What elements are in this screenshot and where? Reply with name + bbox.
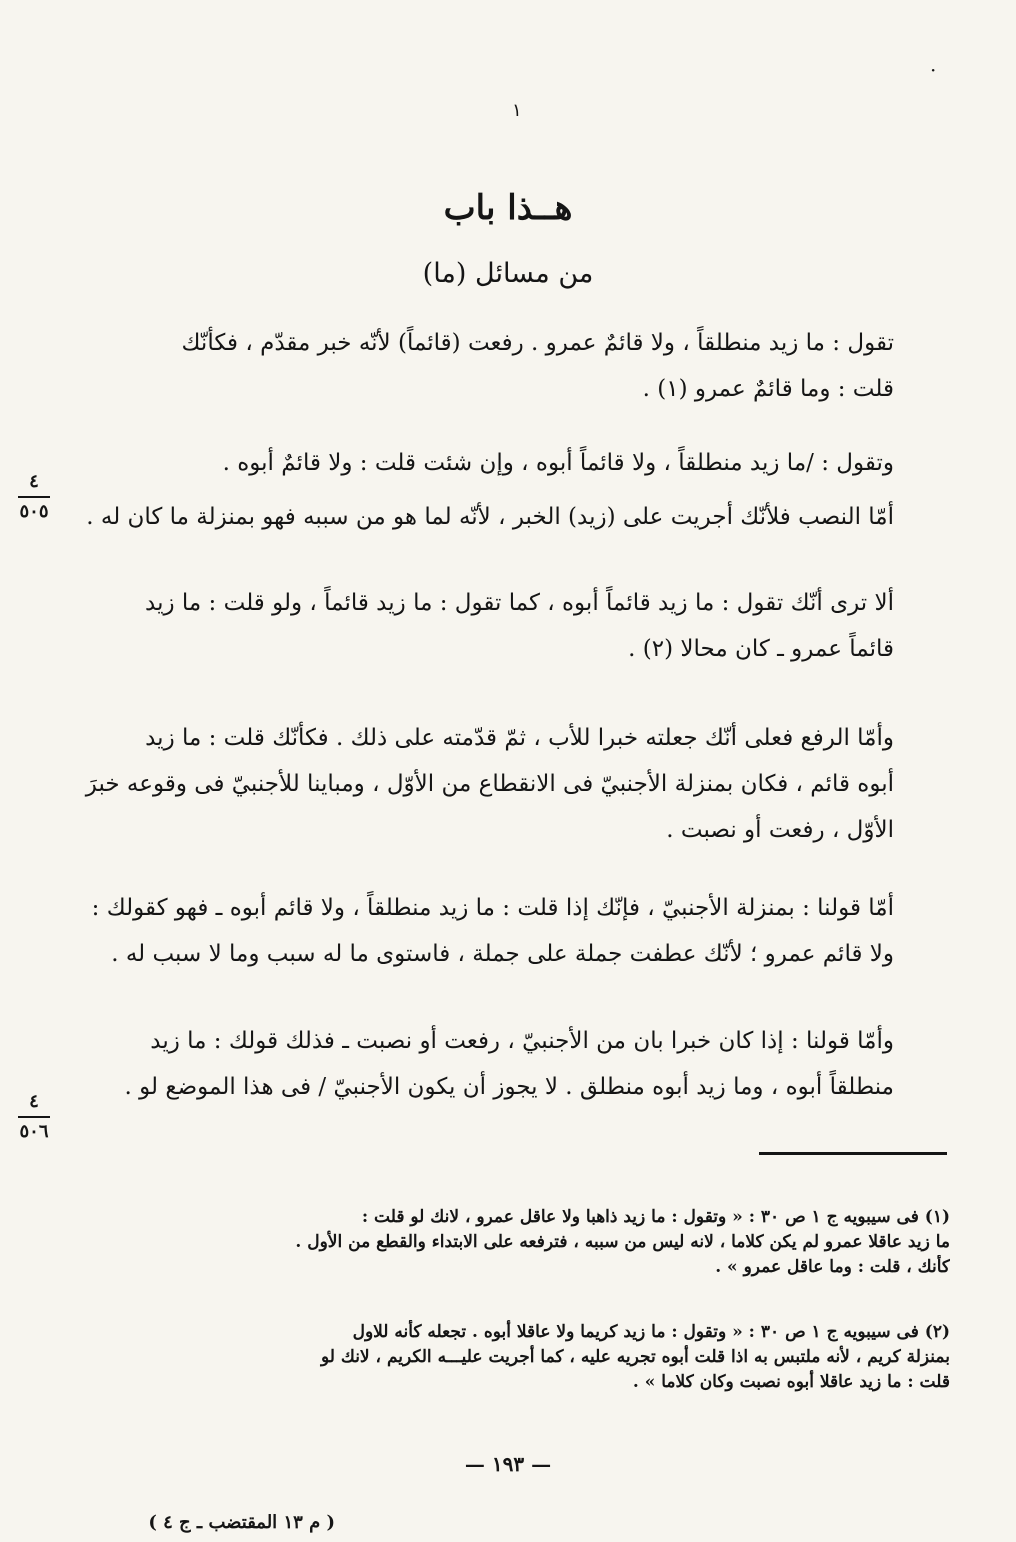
text-line: قائماً عمرو ـ كان محالا (٢) . [628, 636, 894, 662]
margin-reference-page: ٥٠٦ [19, 1121, 49, 1142]
footnote-2 [88, 1320, 950, 1395]
paragraph-5 [78, 885, 894, 977]
text-line: أمّا النصب فلأنّك أجريت على (زيد) الخبر ، لأنّه لما هو من سببه فهو بمنزلة ما كان له . [86, 504, 894, 530]
printer-signature: ( م ١٣ المقتضب ـ ج ٤ ) [148, 1512, 335, 1533]
margin-reference [14, 470, 54, 524]
text-line: منطلقاً أبوه ، وما زيد أبوه منطلق . لا يجوز أن يكون الأجنبيّ / فى هذا الموضع لو . [124, 1074, 894, 1100]
text-line: ولا قائم عمرو ؛ لأنّك عطفت جملة على جملة ، فاستوى ما له سبب وما لا سبب له . [111, 941, 894, 967]
footnote-1 [88, 1205, 950, 1280]
paragraph-1 [78, 320, 894, 412]
chapter-title: هــذا باب [443, 188, 573, 228]
page-number: — ١٩٣ — [464, 1452, 552, 1476]
margin-reference-volume: ٤ [29, 1091, 39, 1112]
paragraph-2 [78, 440, 894, 540]
footnote-line: كأنك ، قلت : وما عاقل عمرو » . [715, 1257, 950, 1277]
text-line: وأمّا قولنا : إذا كان خبرا بان من الأجنبيّ ، رفعت أو نصبت ـ فذلك قولك : ما زيد [150, 1028, 894, 1054]
text-line: وأمّا الرفع فعلى أنّك جعلته خبرا للأب ، ثمّ قدّمته على ذلك . فكأنّك قلت : ما زيد [145, 725, 894, 751]
margin-reference-bar [18, 1116, 50, 1118]
paragraph-6 [78, 1018, 894, 1110]
footnote-line: (٢) فى سيبويه ج ١ ص ٣٠ : « وتقول : ما زيد كريما ولا عاقلا أبوه . تجعله كأنه للاول [352, 1322, 950, 1342]
footnote-line: بمنزلة كريم ، لأنه ملتبس به اذا قلت أبوه تجريه عليه ، كما أجريت عليـــه الكريم ، لانك لو [320, 1347, 950, 1367]
top-mark: ١ [512, 100, 522, 121]
text-line: أبوه قائم ، فكان بمنزلة الأجنبيّ فى الانقطاع من الأوّل ، ومباينا للأجنبيّ فى وقوعه خبرَ [85, 771, 894, 797]
text-line: الأوّل ، رفعت أو نصبت . [666, 817, 894, 843]
text-line: وتقول : /ما زيد منطلقاً ، ولا قائماً أبوه ، وإن شئت قلت : ولا قائمٌ أبوه . [222, 450, 894, 476]
footnote-separator [759, 1152, 947, 1155]
margin-reference-page: ٥٠٥ [19, 501, 49, 522]
margin-reference-volume: ٤ [29, 471, 39, 492]
corner-dot: · [930, 58, 937, 82]
margin-reference-bar [18, 496, 50, 498]
footnote-line: (١) فى سيبويه ج ١ ص ٣٠ : « وتقول : ما زيد ذاهبا ولا عاقل عمرو ، لانك لو قلت : [361, 1207, 950, 1227]
margin-reference [14, 1090, 54, 1144]
text-line: تقول : ما زيد منطلقاً ، ولا قائمٌ عمرو . رفعت (قائماً) لأنّه خبر مقدّم ، فكأنّك [181, 330, 894, 356]
footnote-line: ما زيد عاقلا عمرو لم يكن كلاما ، لانه ليس من سببه ، فترفعه على الابتداء والقطع من الأول . [295, 1232, 950, 1252]
text-line: أمّا قولنا : بمنزلة الأجنبيّ ، فإنّك إذا قلت : ما زيد منطلقاً ، ولا قائم أبوه ـ فهو كقولك : [91, 895, 894, 921]
chapter-subtitle: من مسائل (ما) [422, 258, 594, 289]
text-line: ألا ترى أنّك تقول : ما زيد قائماً أبوه ، كما تقول : ما زيد قائماً ، ولو قلت : ما زيد [145, 590, 894, 616]
paragraph-3 [78, 580, 894, 672]
text-line: قلت : وما قائمٌ عمرو (١) . [642, 376, 894, 402]
paragraph-4 [78, 715, 894, 853]
footnote-line: قلت : ما زيد عاقلا أبوه نصبت وكان كلاما » . [632, 1372, 950, 1392]
